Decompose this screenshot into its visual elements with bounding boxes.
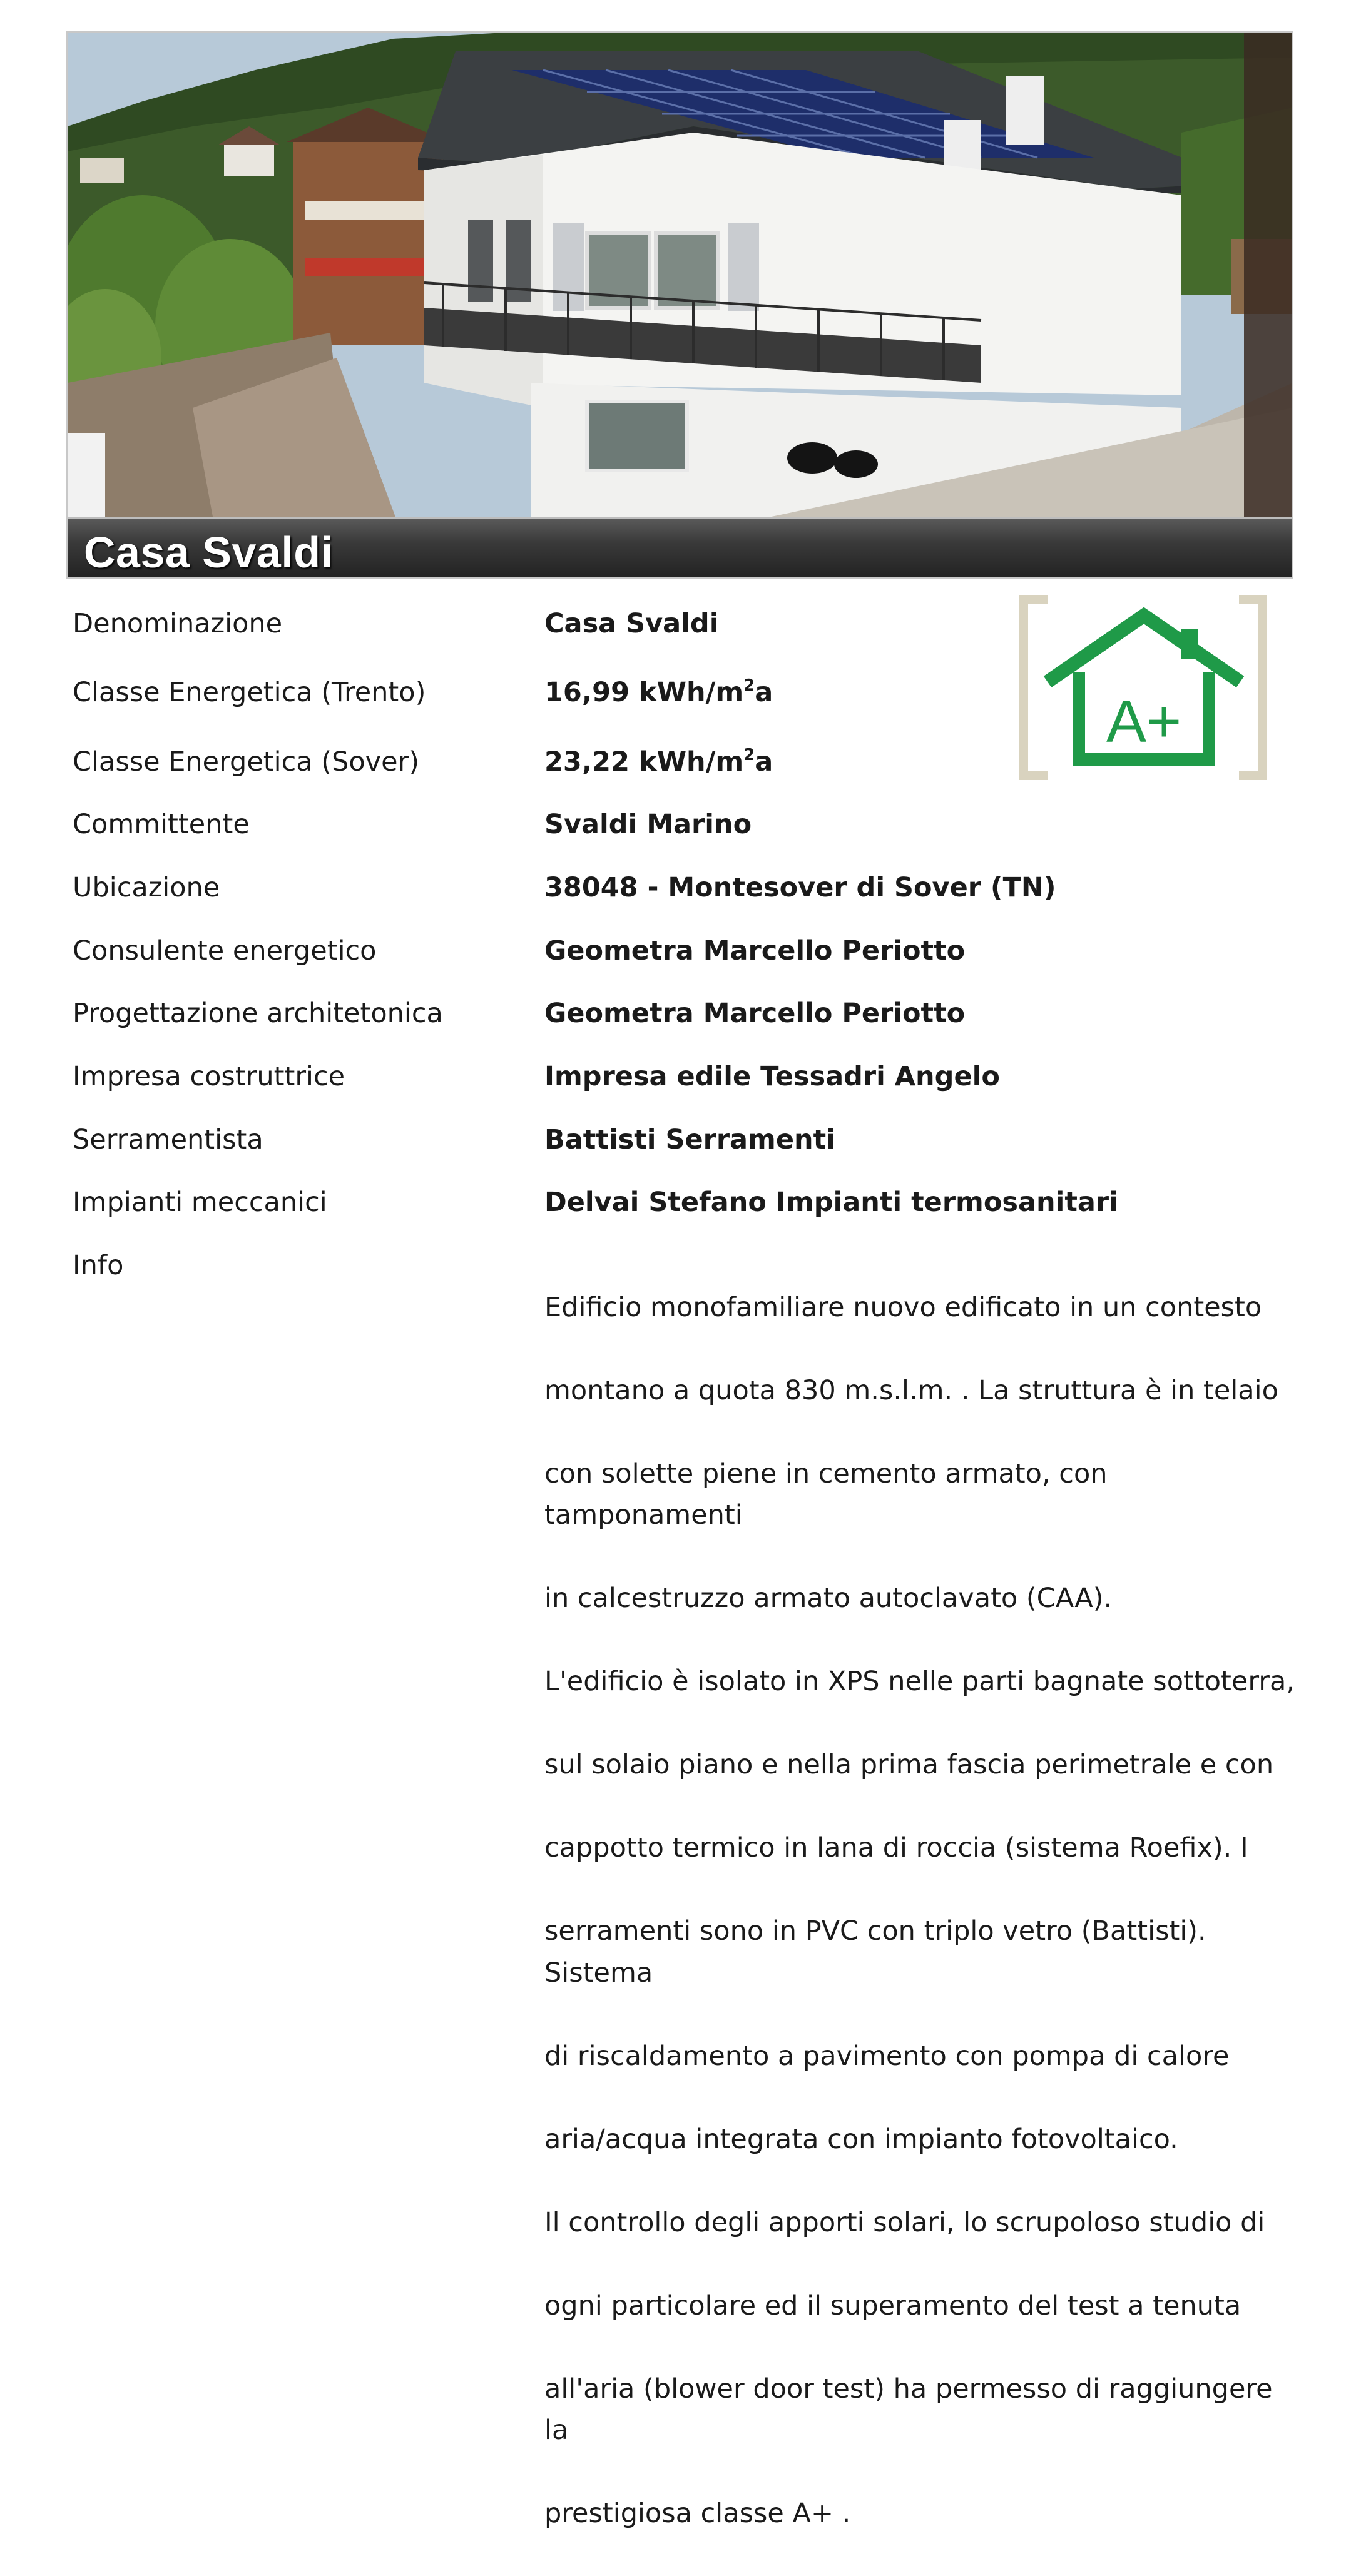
field-label: Serramentista <box>73 1124 263 1155</box>
field-label: Ubicazione <box>73 872 220 903</box>
info-line: in calcestruzzo armato autoclavato (CAA). <box>544 1583 1113 1614</box>
info-line: aria/acqua integrata con impianto fotovoltaico. <box>544 2123 1178 2155</box>
info-line: di riscaldamento a pavimento con pompa di calore <box>544 2040 1230 2072</box>
field-value: 38048 - Montesover di Sover (TN) <box>544 872 1056 903</box>
field-value: Geometra Marcello Periotto <box>544 998 966 1029</box>
info-line: con solette piene in cemento armato, con tamponamenti <box>544 1458 1108 1531</box>
energy-class-label: A+ <box>1106 688 1182 755</box>
info-line: prestigiosa classe A+ . <box>544 2498 851 2529</box>
info-line: ogni particolare ed il superamento del test a tenuta <box>544 2289 1241 2321</box>
field-value: Delvai Stefano Impianti termosanitari <box>544 1187 1118 1218</box>
info-paragraph <box>544 1245 1295 2576</box>
field-label: Classe Energetica (Trento) <box>73 677 426 708</box>
value-tail: a <box>755 746 773 778</box>
field-label: Committente <box>73 809 250 840</box>
field-value: Geometra Marcello Periotto <box>544 935 966 966</box>
field-value: Battisti Serramenti <box>544 1124 835 1155</box>
field-value: Casa Svaldi <box>544 608 719 639</box>
value-superscript: 2 <box>743 745 755 764</box>
field-value <box>544 741 1295 783</box>
house-photo <box>68 33 1293 578</box>
info-line: sul solaio piano e nella prima fascia perimetrale e con <box>544 1749 1274 1780</box>
title-bar <box>68 517 1293 578</box>
field-value <box>544 672 1295 713</box>
value-main: 16,99 kWh/m <box>544 677 744 708</box>
info-line: Il controllo degli apporti solari, lo scrupoloso studio di <box>544 2206 1265 2238</box>
field-label: Consulente energetico <box>73 935 377 966</box>
field-label: Progettazione architetonica <box>73 998 443 1029</box>
field-label: Impianti meccanici <box>73 1187 327 1218</box>
field-value: Impresa edile Tessadri Angelo <box>544 1061 1000 1092</box>
info-line: montano a quota 830 m.s.l.m. . La struttura è in telaio <box>544 1374 1278 1406</box>
field-label: Info <box>73 1250 124 1281</box>
info-line: Edificio monofamiliare nuovo edificato in un contesto <box>544 1291 1262 1323</box>
value-main: 23,22 kWh/m <box>544 746 744 778</box>
value-tail: a <box>755 677 773 708</box>
info-line: serramenti sono in PVC con triplo vetro (Battisti). Sistema <box>544 1915 1206 1989</box>
field-value: Svaldi Marino <box>544 809 752 840</box>
page-title: Casa Svaldi <box>84 528 334 577</box>
house-photo-illustration <box>68 33 1293 578</box>
field-label: Classe Energetica (Sover) <box>73 746 420 778</box>
info-line: all'aria (blower door test) ha permesso di raggiungere la <box>544 2373 1273 2446</box>
info-line: L'edificio è isolato in XPS nelle parti bagnate sottoterra, <box>544 1666 1295 1697</box>
field-label: Denominazione <box>73 608 283 639</box>
value-superscript: 2 <box>743 676 755 695</box>
field-label: Impresa costruttrice <box>73 1061 345 1092</box>
info-line: cappotto termico in lana di roccia (sistema Roefix). I <box>544 1832 1248 1864</box>
